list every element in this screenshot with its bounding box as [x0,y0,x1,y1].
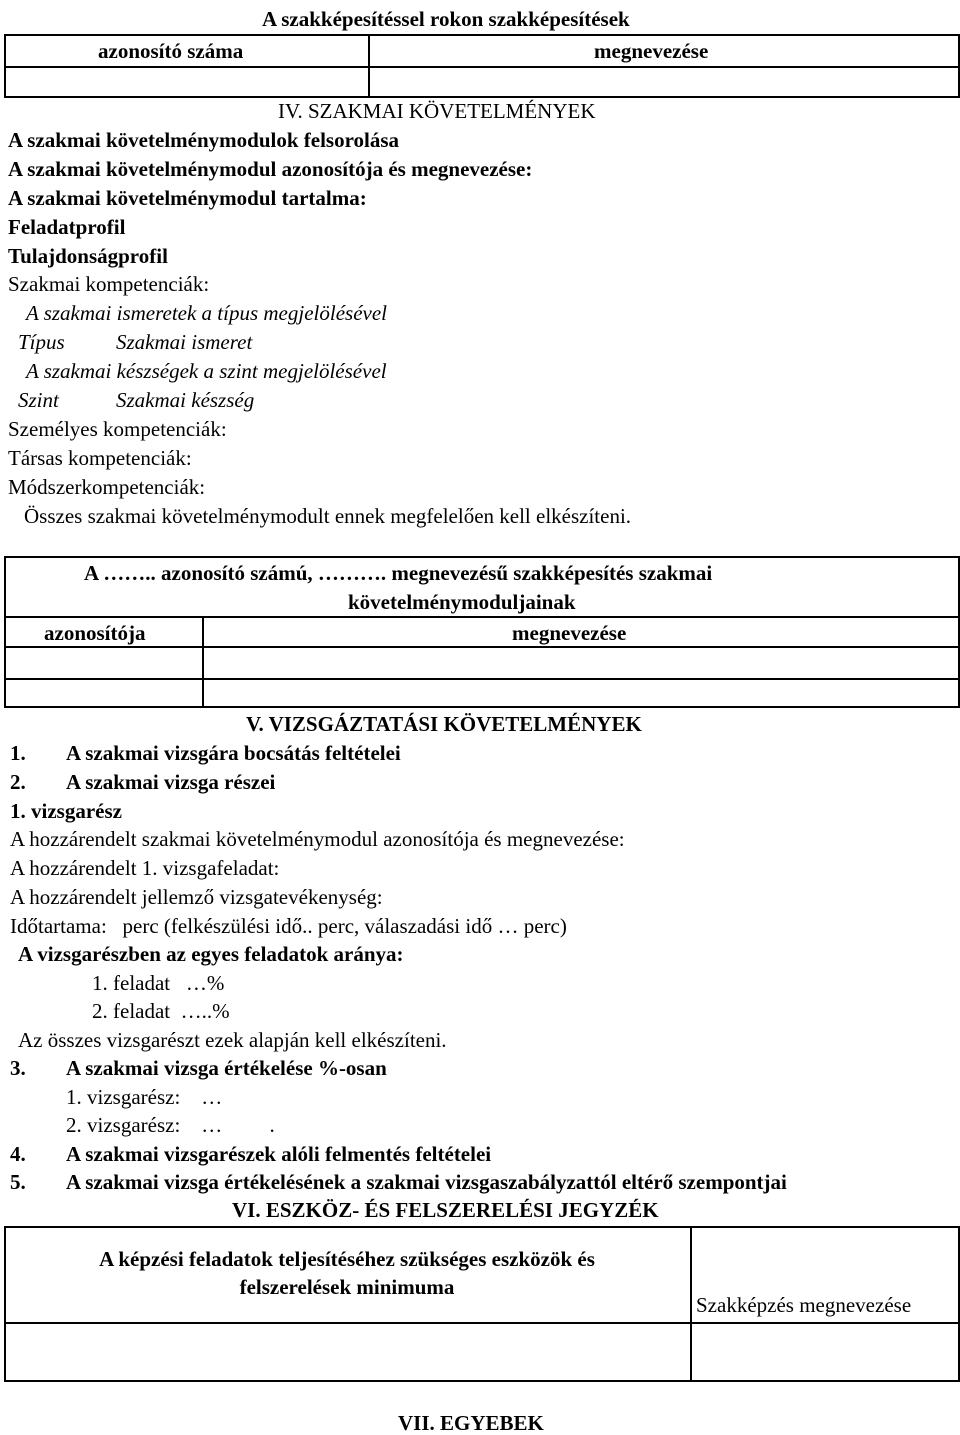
section-iv-line-2: A szakmai követelménymodul azonosítója és megnevezése: [8,157,533,181]
table2-divider-2 [4,646,960,648]
szakmai-kompetenciak: Szakmai kompetenciák: [8,272,210,296]
section-iv-line-4: Feladatprofil [8,215,126,239]
hozzarendelt-vizsgafeladat: A hozzárendelt 1. vizsgafeladat: [10,856,280,880]
table1-header-megnevezese: megnevezése [594,39,709,63]
table2-divider-1 [4,616,960,618]
szint-label: Szint [18,388,59,412]
item-3-number: 3. [10,1056,26,1080]
feladat-1: 1. feladat …% [92,971,225,995]
table1-header-azonosito: azonosító száma [98,39,244,63]
table3-col-divider [690,1226,692,1382]
table3-header-eszkozok-line-1: A képzési feladatok teljesítéséhez szükséges eszközök és [99,1247,595,1271]
item-3-text: A szakmai vizsga értékelése %-osan [66,1056,387,1080]
item-1-text: A szakmai vizsgára bocsátás feltételei [66,741,401,765]
table3-row-divider [4,1322,960,1324]
section-iv-line-5: Tulajdonságprofil [8,244,168,268]
table2-col-divider [202,616,204,708]
table2-header-megnevezese: megnevezése [512,621,627,645]
section-v-title: V. VIZSGÁZTATÁSI KÖVETELMÉNYEK [246,712,642,736]
table2-title-line-2: követelménymoduljainak [348,590,576,614]
item-2-number: 2. [10,770,26,794]
item-5-text: A szakmai vizsga értékelésének a szakmai vizsgaszabályzattól eltérő szempontjai [66,1170,787,1194]
vizsgaresz-2-ertekeles: 2. vizsgarész: … . [66,1113,275,1137]
item-1-number: 1. [10,741,26,765]
item-2-text: A szakmai vizsga részei [66,770,276,794]
szakmai-ismeret-label: Szakmai ismeret [116,330,253,354]
ismeretek-title: A szakmai ismeretek a típus megjelölésével [26,301,387,325]
section-vi-title: VI. ESZKÖZ- ÉS FELSZERELÉSI JEGYZÉK [232,1198,659,1222]
table2-divider-3 [4,678,960,680]
vizsgaresz-1-ertekeles: 1. vizsgarész: … [66,1085,223,1109]
table2-header-azonositoja: azonosítója [44,621,146,645]
modszerkompetenciak: Módszerkompetenciák: [8,475,206,499]
table1-row-divider [4,66,960,68]
feladat-2: 2. feladat …..% [92,999,230,1023]
hozzarendelt-vizsgatevekenyseg: A hozzárendelt jellemző vizsgatevékenység: [10,885,383,909]
tarsas-kompetenciak: Társas kompetenciák: [8,446,192,470]
item-4-text: A szakmai vizsgarészek alóli felmentés feltételei [66,1142,492,1166]
szakmai-keszseg-label: Szakmai készség [116,388,255,412]
section-vii-title: VII. EGYEBEK [398,1411,544,1435]
table3-header-szakkepzes: Szakképzés megnevezése [696,1293,912,1317]
osszes-modul-note: Összes szakmai követelménymodult ennek megfelelően kell elkészíteni. [24,504,632,528]
item-4-number: 4. [10,1142,26,1166]
tipus-label: Típus [18,330,65,354]
osszes-vizsgaresz-note: Az összes vizsgarészt ezek alapján kell elkészíteni. [18,1028,447,1052]
idotartam: Időtartama: perc (felkészülési idő.. perc, válaszadási idő … perc) [10,914,567,938]
table2-title-line-1: A …….. azonosító számú, ………. megnevezésű szakképesítés szakmai [84,561,713,585]
table3-header-eszkozok-line-2: felszerelések minimuma [239,1275,455,1299]
table1-title: A szakképesítéssel rokon szakképesítések [262,7,630,31]
section-iv-title: IV. SZAKMAI KÖVETELMÉNYEK [278,99,596,123]
feladatok-aranya: A vizsgarészben az egyes feladatok aránya: [18,942,404,966]
item-5-number: 5. [10,1170,26,1194]
section-iv-line-3: A szakmai követelménymodul tartalma: [8,186,367,210]
szemelyes-kompetenciak: Személyes kompetenciák: [8,417,227,441]
keszsegek-title: A szakmai készségek a szint megjelölésével [26,359,387,383]
section-iv-line-1: A szakmai követelménymodulok felsorolása [8,128,400,152]
table1-col-divider [368,34,370,98]
vizsgaresz-heading: 1. vizsgarész [10,799,122,823]
hozzarendelt-modul: A hozzárendelt szakmai követelménymodul azonosítója és megnevezése: [10,827,625,851]
